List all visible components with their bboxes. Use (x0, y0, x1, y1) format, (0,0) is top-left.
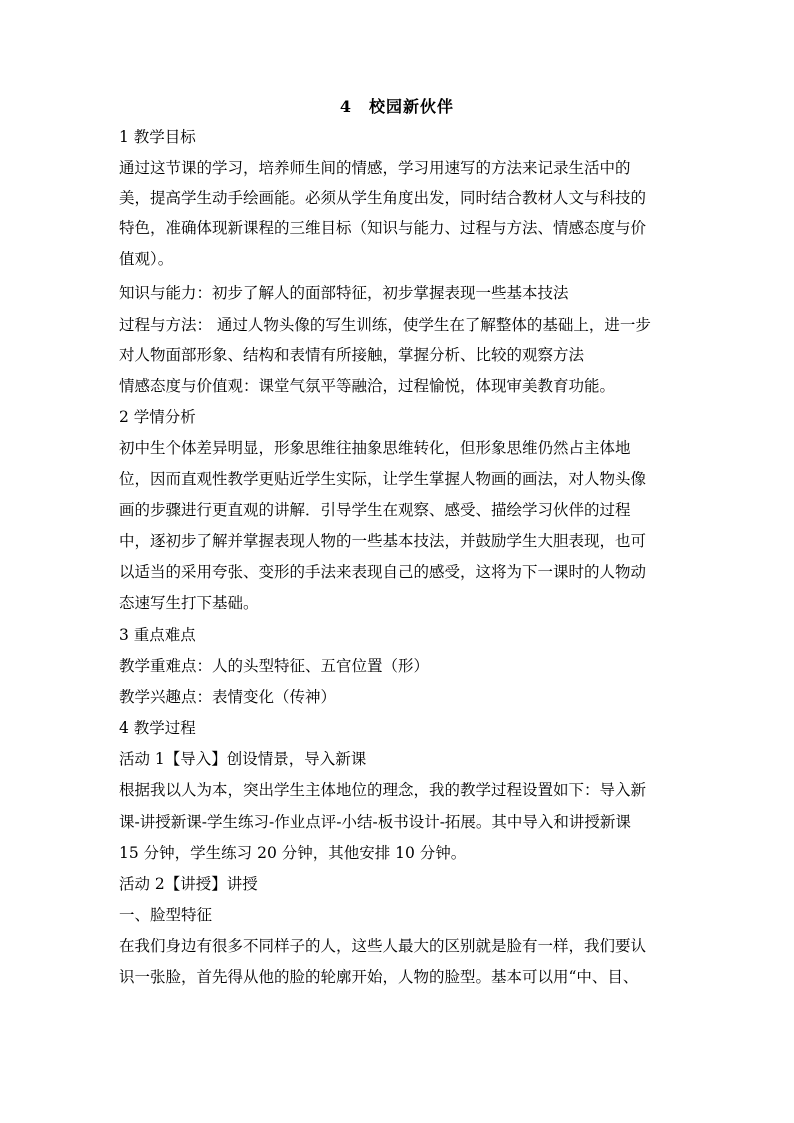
paragraph-line: 美，提高学生动手绘画能。必须从学生角度出发，同时结合教材人文与科技的 (119, 189, 647, 207)
paragraph-line: 初中生个体差异明显，形象思维往抽象思维转化，但形象思维仍然占主体地 (119, 439, 631, 457)
activity-2-heading: 活动 2【讲授】讲授 (119, 875, 258, 893)
heading-teaching-objectives: 1 教学目标 (119, 128, 196, 146)
paragraph-line: 识一张脸，首先得从他的脸的轮廓开始，人物的脸型。基本可以用“中、目、 (119, 968, 639, 986)
activity-1-heading: 活动 1【导入】创设情景，导入新课 (119, 750, 367, 768)
objective-process: 过程与方法： 通过人物头像的写生训练，使学生在了解整体的基础上，进一步 (119, 316, 651, 334)
paragraph-line: 通过这节课的学习，培养师生间的情感，学习用速写的方法来记录生活中的 (119, 159, 631, 177)
heading-teaching-process: 4 教学过程 (119, 719, 196, 737)
paragraph-line: 位，因而直观性教学更贴近学生实际，让学生掌握人物画的画法，对人物头像 (119, 470, 647, 488)
paragraph-line: 画的步骤进行更直观的讲解．引导学生在观察、感受、描绘学习伙伴的过程 (119, 501, 631, 519)
paragraph-line: 15 分钟，学生练习 20 分钟，其他安排 10 分钟。 (119, 844, 467, 862)
objective-knowledge: 知识与能力：初步了解人的面部特征，初步掌握表现一些基本技法 (119, 284, 569, 302)
heading-student-analysis: 2 学情分析 (119, 408, 196, 426)
paragraph-line: 对人物面部形象、结构和表情有所接触，掌握分析、比较的观察方法 (119, 346, 585, 364)
paragraph-line: 态速写生打下基础。 (119, 594, 259, 612)
paragraph-line: 中，逐初步了解并掌握表现人物的一些基本技法，并鼓励学生大胆表现，也可 (119, 532, 647, 550)
lesson-title: 4 校园新伙伴 (339, 97, 455, 116)
objective-attitude: 情感态度与价值观：课堂气氛平等融洽，过程愉悦，体现审美教育功能。 (119, 377, 616, 395)
paragraph-line: 课-讲授新课-学生练习-作业点评-小结-板书设计-拓展。其中导入和讲授新课 (119, 813, 631, 831)
paragraph-line: 在我们身边有很多不同样子的人，这些人最大的区别就是脸有一样，我们要认 (119, 937, 647, 955)
subheading-face-shape: 一、脸型特征 (119, 906, 213, 924)
paragraph-line: 根据我以人为本，突出学生主体地位的理念，我的教学过程设置如下：导入新 (119, 781, 647, 799)
key-point-line: 教学兴趣点：表情变化（传神） (119, 688, 337, 706)
heading-key-points: 3 重点难点 (119, 626, 196, 644)
paragraph-line: 值观）。 (119, 250, 174, 268)
paragraph-line: 特色，准确体现新课程的三维目标（知识与能力、过程与方法、情感态度与价 (119, 219, 647, 237)
key-point-line: 教学重难点：人的头型特征、五官位置（形） (119, 657, 430, 675)
paragraph-line: 以适当的采用夸张、变形的手法来表现自己的感受，这将为下一课时的人物动 (119, 563, 647, 581)
